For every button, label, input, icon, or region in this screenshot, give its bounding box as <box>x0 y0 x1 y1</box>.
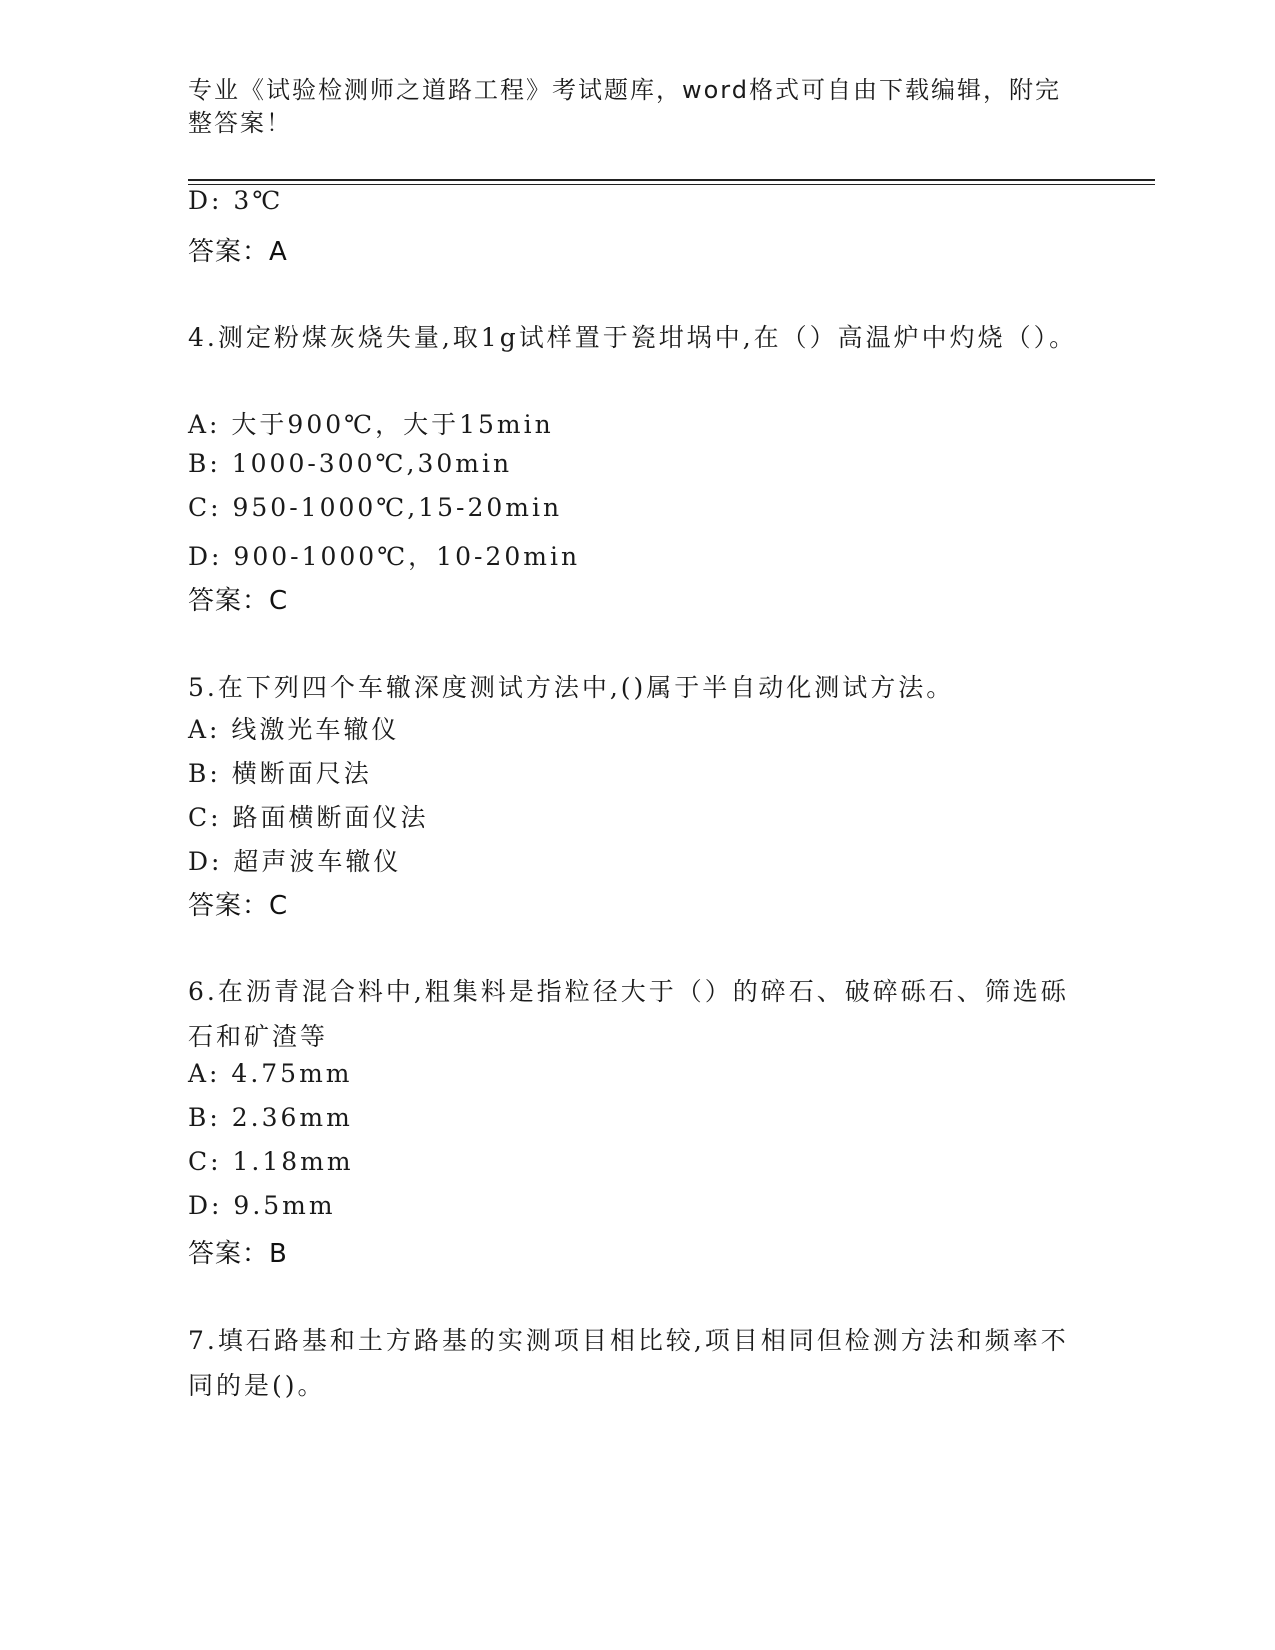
document-header: 专业《试验检测师之道路工程》考试题库，word格式可自由下载编辑，附完整答案！ <box>188 76 1061 137</box>
q5-option-c: C: 路面横断面仪法 <box>188 803 429 832</box>
q6-stem: 6.在沥青混合料中,粗集料是指粒径大于（）的碎石、破碎砾石、筛选砾石和矿渣等 <box>188 977 1069 1051</box>
q6-answer: 答案：B <box>188 1239 288 1269</box>
q7-stem: 7.填石路基和土方路基的实测项目相比较,项目相同但检测方法和频率不同的是()。 <box>188 1326 1069 1400</box>
q6-option-b: B: 2.36mm <box>188 1103 353 1132</box>
q6-option-d: D: 9.5mm <box>188 1191 336 1220</box>
header-divider-thick <box>188 179 1155 181</box>
q4-option-c: C: 950-1000℃,15-20min <box>188 493 563 522</box>
q3-answer: 答案：A <box>188 237 288 267</box>
header-divider-thin <box>188 184 1155 185</box>
q4-stem: 4.测定粉煤灰烧失量,取1g试样置于瓷坩埚中,在（）高温炉中灼烧（）。 <box>188 323 1078 352</box>
q5-option-b: B: 横断面尺法 <box>188 759 372 788</box>
q6-option-a: A: 4.75mm <box>188 1059 353 1088</box>
q5-option-a: A: 线激光车辙仪 <box>188 715 400 744</box>
q4-answer: 答案：C <box>188 586 289 616</box>
q4-option-a: A: 大于900℃，大于15min <box>188 410 554 439</box>
q4-option-b: B: 1000-300℃,30min <box>188 449 513 478</box>
q5-stem: 5.在下列四个车辙深度测试方法中,()属于半自动化测试方法。 <box>188 673 955 702</box>
q4-option-d: D: 900-1000℃，10-20min <box>188 542 581 571</box>
q3-option-d: D: 3℃ <box>188 186 284 215</box>
q5-option-d: D: 超声波车辙仪 <box>188 847 402 876</box>
q5-answer: 答案：C <box>188 891 289 921</box>
q6-option-c: C: 1.18mm <box>188 1147 354 1176</box>
